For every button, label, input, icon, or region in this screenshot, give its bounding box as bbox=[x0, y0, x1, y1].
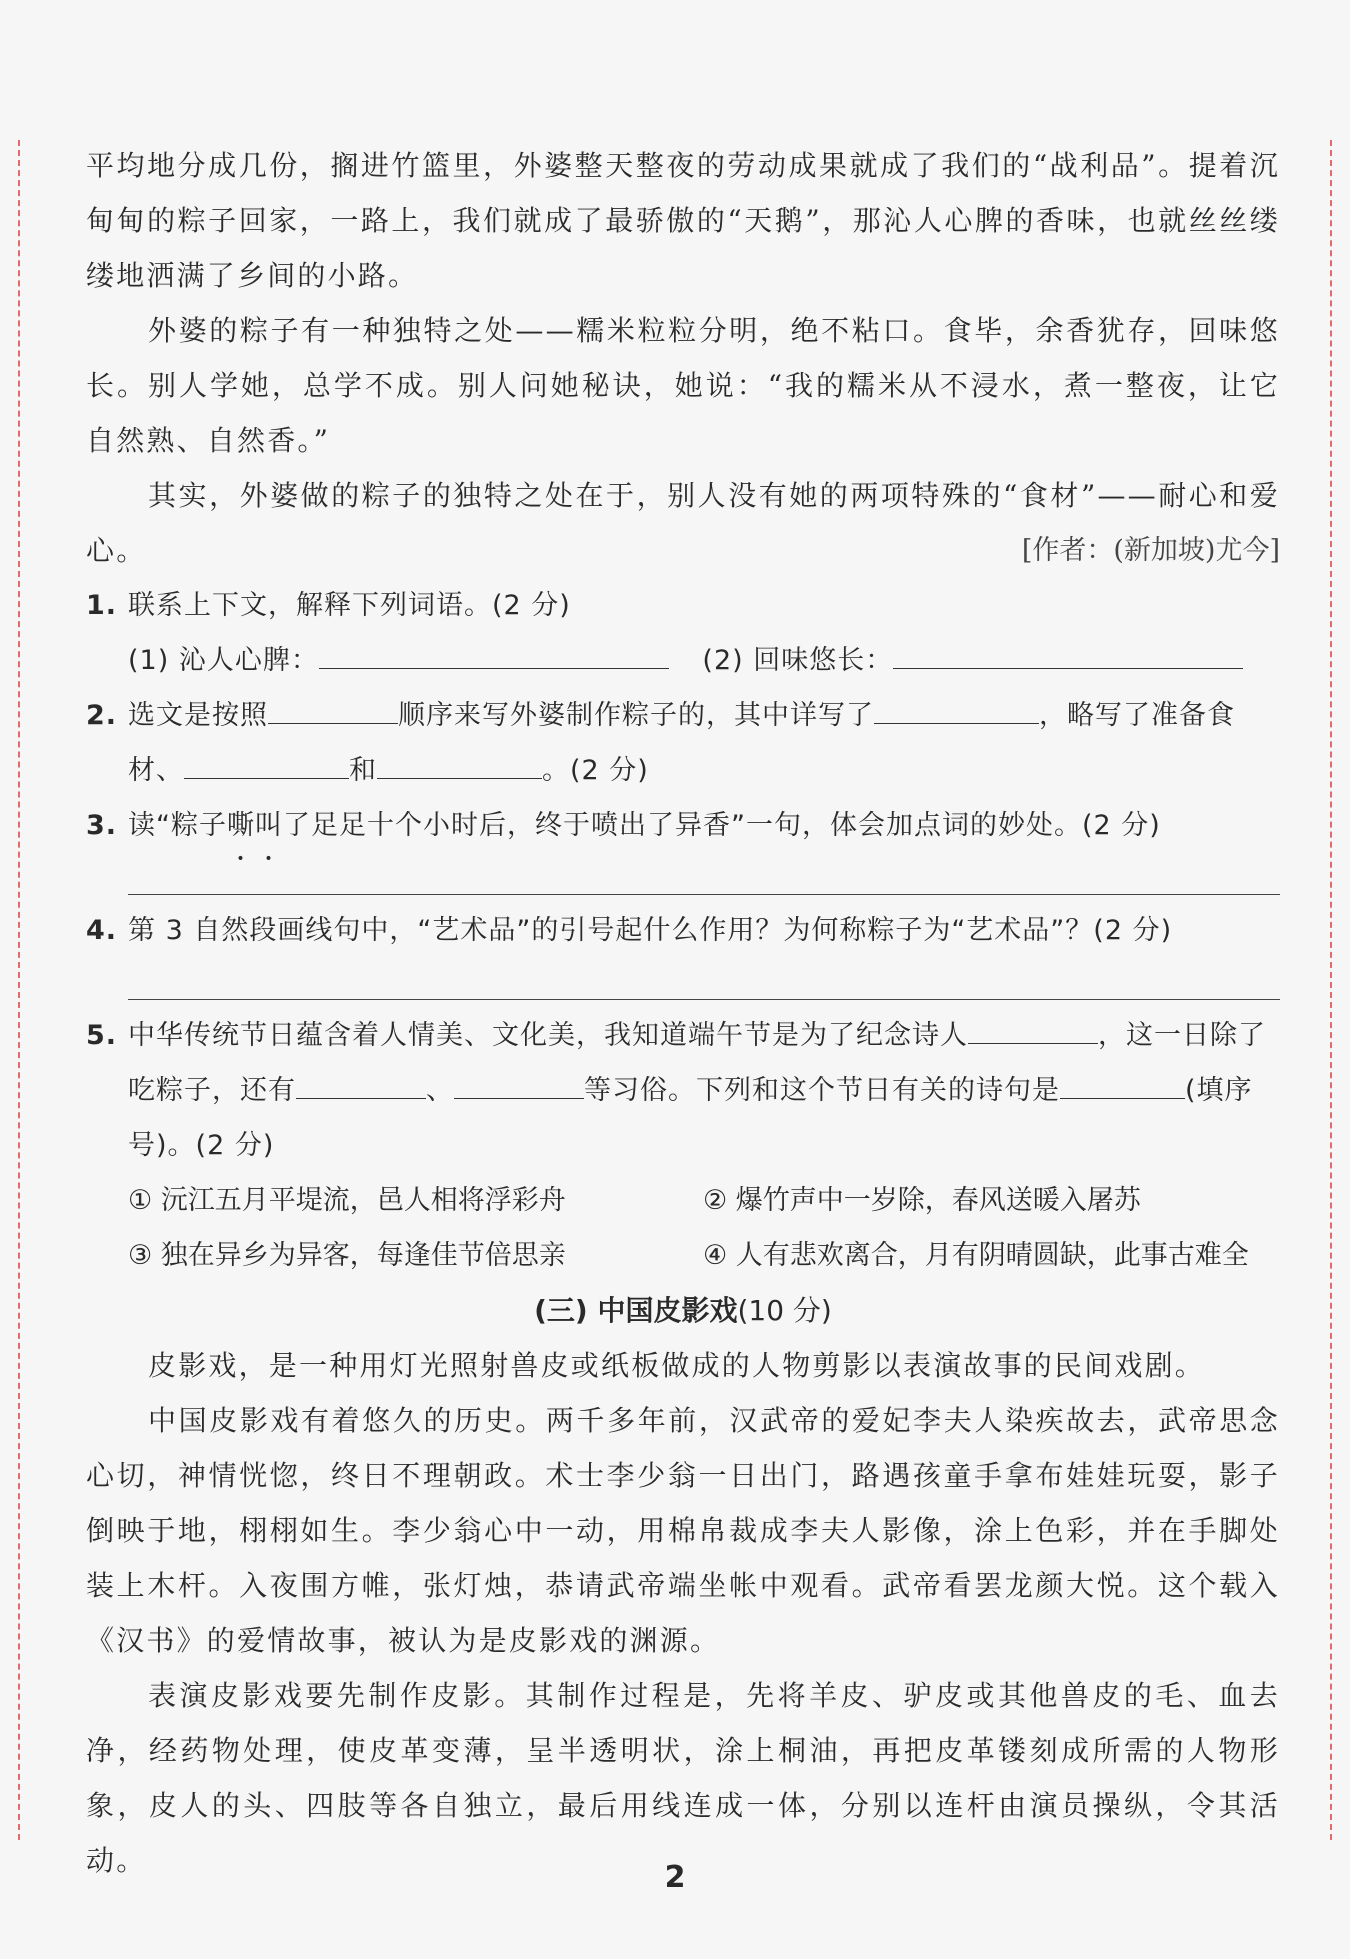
question-text: 第 3 自然段画线句中，“艺术品”的引号起什么作用？为何称粽子为“艺术品”？(2 分) bbox=[128, 915, 1173, 946]
author-credit: [作者：(新加坡)尤今] bbox=[1021, 535, 1280, 566]
question-number: 5. bbox=[86, 1020, 118, 1051]
answer-line[interactable] bbox=[128, 944, 1280, 1000]
section-title-text: (三) 中国皮影戏 bbox=[534, 1294, 738, 1327]
question-number: 1. bbox=[86, 590, 118, 621]
question-2 bbox=[86, 688, 1280, 798]
answer-blank[interactable] bbox=[968, 1009, 1098, 1044]
content bbox=[86, 138, 1280, 1888]
answer-blank[interactable] bbox=[377, 744, 542, 779]
option: ④ 人有悲欢离合，月有阴晴圆缺，此事古难全 bbox=[703, 1240, 1249, 1271]
section-title bbox=[86, 1283, 1280, 1338]
option: ③ 独在异乡为异客，每逢佳节倍思亲 bbox=[128, 1240, 566, 1271]
question-text: 选文是按照 bbox=[128, 700, 268, 731]
answer-blank[interactable] bbox=[268, 689, 398, 724]
dotted-word: 叫 bbox=[255, 810, 283, 841]
passage-paragraph: 皮影戏，是一种用灯光照射兽皮或纸板做成的人物剪影以表演故事的民间戏剧。 bbox=[148, 1349, 1206, 1382]
question-text: ，这一日除了吃粽子，还有 bbox=[128, 1020, 1266, 1106]
question-text: 读“粽子 bbox=[128, 810, 227, 841]
question-text: 、 bbox=[426, 1075, 454, 1106]
page-number: 2 bbox=[664, 1860, 686, 1895]
question-5-options bbox=[86, 1173, 1280, 1283]
question-number: 3. bbox=[86, 810, 118, 841]
question-text: ，略写了准备食材、 bbox=[128, 700, 1235, 786]
question-text: 中华传统节日蕴含着人情美、文化美，我知道端午节是为了纪念诗人 bbox=[128, 1020, 968, 1051]
right-cut-line bbox=[1330, 140, 1332, 1840]
answer-blank[interactable] bbox=[454, 1064, 584, 1099]
question-number: 2. bbox=[86, 700, 118, 731]
answer-blank[interactable] bbox=[184, 744, 349, 779]
answer-blank[interactable] bbox=[296, 1064, 426, 1099]
item-label: (1) 沁人心脾： bbox=[128, 645, 319, 676]
dotted-word: 嘶 bbox=[227, 810, 255, 841]
option: ① 沅江五月平堤流，邑人相将浮彩舟 bbox=[128, 1185, 566, 1216]
question-text: 等习俗。下列和这个节日有关的诗句是 bbox=[584, 1075, 1060, 1106]
question-text: 和 bbox=[349, 755, 377, 786]
question-text: 联系上下文，解释下列词语。(2 分) bbox=[128, 590, 571, 621]
question-text: 。(2 分) bbox=[542, 755, 649, 786]
answer-blank[interactable] bbox=[893, 634, 1243, 669]
passage-paragraph: 其实，外婆做的粽子的独特之处在于，别人没有她的两项特殊的“食材”——耐心和爱心。 bbox=[86, 479, 1280, 567]
answer-blank[interactable] bbox=[1060, 1064, 1185, 1099]
passage-paragraph: 中国皮影戏有着悠久的历史。两千多年前，汉武帝的爱妃李夫人染疾故去，武帝思念心切，神情恍惚，终日不理朝政。术士李少翁一日出门，路遇孩童手拿布娃娃玩耍，影子倒映于地，栩栩如生。李少翁心中一动，用棉帛裁成李夫人影像，涂上色彩，并在手脚处装上木杆。入夜围方帷，张灯烛，恭请武帝端坐帐中观看。武帝看罢龙颜大悦。这个载入《汉书》的爱情故事，被认为是皮影戏的渊源。 bbox=[86, 1404, 1280, 1657]
answer-blank[interactable] bbox=[319, 634, 669, 669]
question-1-items bbox=[86, 633, 1280, 688]
question-text: 顺序来写外婆制作粽子的，其中详写了 bbox=[398, 700, 874, 731]
question-text: 了足足十个小时后，终于喷出了异香”一句，体会加点词的妙处。(2 分) bbox=[283, 810, 1161, 841]
passage-paragraph: 表演皮影戏要先制作皮影。其制作过程是，先将羊皮、驴皮或其他兽皮的毛、血去净，经药物处理，使皮革变薄，呈半透明状，涂上桐油，再把皮革镂刻成所需的人物形象，皮人的头、四肢等各自独立，最后用线连成一体，分别以连杆由演员操纵，令其活动。 bbox=[86, 1679, 1280, 1877]
question-1 bbox=[86, 578, 1280, 633]
question-text: (填序号)。(2 分) bbox=[128, 1075, 1253, 1161]
left-cut-line bbox=[18, 140, 20, 1840]
option: ② 爆竹声中一岁除，春风送暖入屠苏 bbox=[703, 1185, 1141, 1216]
passage-paragraph: 平均地分成几份，搁进竹篮里，外婆整天整夜的劳动成果就成了我们的“战利品”。提着沉甸甸的粽子回家，一路上，我们就成了最骄傲的“天鹅”，那沁人心脾的香味，也就丝丝缕缕地洒满了乡间的小路。 bbox=[86, 149, 1280, 292]
answer-blank[interactable] bbox=[874, 689, 1039, 724]
item-label: (2) 回味悠长： bbox=[702, 645, 894, 676]
question-number: 4. bbox=[86, 915, 118, 946]
passage-paragraph: 外婆的粽子有一种独特之处——糯米粒粒分明，绝不粘口。食毕，余香犹存，回味悠长。别人学她，总学不成。别人问她秘诀，她说：“我的糯米从不浸水，煮一整夜，让它自然熟、自然香。” bbox=[86, 314, 1280, 457]
answer-line[interactable] bbox=[128, 839, 1280, 895]
section-score: (10 分) bbox=[737, 1294, 832, 1327]
question-5 bbox=[86, 1008, 1280, 1173]
